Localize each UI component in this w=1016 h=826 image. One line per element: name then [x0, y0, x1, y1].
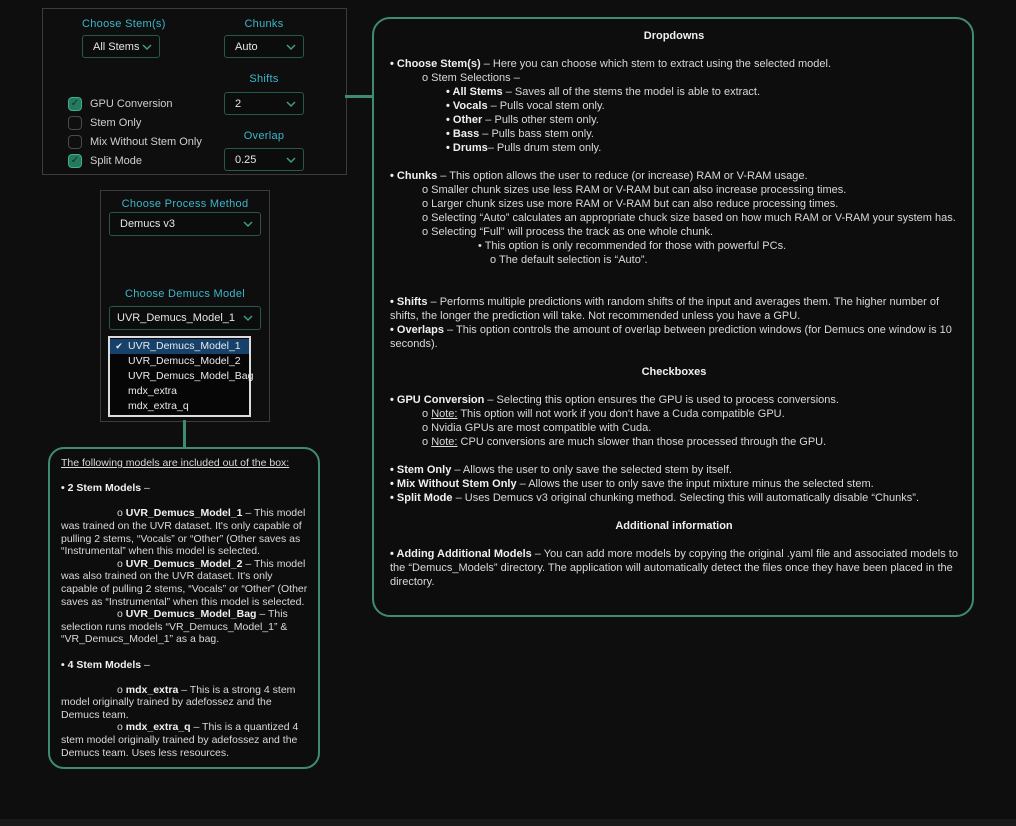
- text-line: • Stem Only – Allows the user to only save the selected stem by itself.: [390, 464, 732, 476]
- checkbox-label: Mix Without Stem Only: [90, 135, 202, 148]
- text-line: • Adding Additional Models – You can add more models by copying the original .yaml file and associated models to the “Demucs_Models” directory. The application will automatically detect the files once they have been placed in the directory.: [390, 548, 958, 588]
- text-line: o mdx_extra_q – This is a quantized 4 stem model originally trained by adefossez and the Demucs team. Uses less resources.: [61, 721, 299, 759]
- text-line: Dropdowns: [643, 30, 705, 42]
- menu-option[interactable]: [110, 354, 249, 369]
- text-line: o Stem Selections –: [422, 72, 520, 84]
- text-line: Checkboxes: [641, 366, 707, 378]
- checkbox-row-mix-without-stem-only[interactable]: [68, 132, 202, 151]
- text-line: o Nvidia GPUs are most compatible with Cuda.: [422, 422, 652, 434]
- text-line: • Drums– Pulls drum stem only.: [446, 142, 602, 154]
- choose-stems-dropdown[interactable]: [82, 35, 160, 58]
- window-bottom-edge: [0, 819, 1016, 826]
- text-line: o Selecting “Full” will process the track as one whole chunk.: [422, 226, 714, 238]
- stem-only-checkbox[interactable]: [68, 116, 82, 130]
- text-line: Additional information: [615, 520, 733, 532]
- text-line: o UVR_Demucs_Model_1 – This model was trained on the UVR dataset. It's only capable of pulling 2 stems, “Vocals” or “Other” (Other saves as “Instrumental” when this model is selected.: [61, 507, 306, 558]
- choose-stems-value: All Stems: [93, 40, 140, 53]
- text-line: [390, 267, 958, 281]
- text-line: [61, 495, 308, 508]
- text-line: o Smaller chunk sizes use less RAM or V-RAM but can also increase processing times.: [422, 184, 847, 196]
- models-note-text: [61, 457, 308, 759]
- process-method-dropdown[interactable]: [109, 212, 261, 236]
- text-line: • 2 Stem Models –: [61, 482, 150, 495]
- check-icon: ✔: [115, 341, 123, 351]
- text-line: o UVR_Demucs_Model_2 – This model was also trained on the UVR dataset. It's only capable of pulling 2 stems, “Vocals” or “Other” (Other saves as “Instrumental” when this model is selected.: [61, 557, 308, 608]
- text-line: • Shifts – Performs multiple predictions with random shifts of the input and averages them. The higher number of shifts, the longer the prediction will take. Not recommended unless you have a GPU.: [390, 296, 940, 322]
- text-line: [390, 281, 958, 295]
- text-line: [61, 671, 308, 684]
- shifts-value: 2: [235, 97, 242, 110]
- text-line: • Overlaps – This option controls the amount of overlap between prediction windows (for Demucs one window is 10 seconds).: [390, 324, 952, 350]
- help-panel: [372, 17, 974, 617]
- text-line: [390, 43, 958, 57]
- checkbox-label: Split Mode: [90, 154, 142, 167]
- menu-option-label: mdx_extra_q: [128, 400, 189, 412]
- menu-option[interactable]: [110, 384, 249, 399]
- models-note-panel: [48, 447, 320, 769]
- process-method-label: Choose Process Method: [121, 198, 249, 210]
- text-line: o UVR_Demucs_Model_Bag – This selection runs models “VR_Demucs_Model_1” & “VR_Demucs_Model_1” as a bag.: [61, 608, 288, 646]
- menu-option[interactable]: [110, 339, 249, 354]
- menu-option-label: UVR_Demucs_Model_Bag: [128, 370, 254, 382]
- text-line: [390, 449, 958, 463]
- text-line: [61, 470, 308, 483]
- chevron-down-icon: [286, 44, 296, 50]
- text-line: [390, 351, 958, 365]
- shifts-label: Shifts: [249, 73, 279, 85]
- choose-stems-label: Choose Stem(s): [82, 18, 166, 30]
- menu-option[interactable]: [110, 369, 254, 384]
- text-line: o Larger chunk sizes use more RAM or V-RAM but can also reduce processing times.: [422, 198, 839, 210]
- text-line: [390, 379, 958, 393]
- mix-without-stem-only-checkbox[interactable]: [68, 135, 82, 149]
- connector-model-to-note: [183, 420, 186, 447]
- text-line: o mdx_extra – This is a strong 4 stem model originally trained by adefossez and the Demucs team.: [61, 683, 296, 721]
- text-line: o Note: CPU conversions are much slower than those processed through the GPU.: [422, 436, 827, 448]
- chevron-down-icon: [286, 157, 296, 163]
- overlap-label: Overlap: [243, 130, 285, 142]
- menu-option-label: mdx_extra: [128, 385, 178, 397]
- text-line: • Vocals – Pulls vocal stem only.: [446, 100, 605, 112]
- text-line: • Split Mode – Uses Demucs v3 original chunking method. Selecting this will automatically disable “Chunks”.: [390, 492, 920, 504]
- process-method-panel: [100, 190, 270, 422]
- text-line: The following models are included out of the box:: [61, 457, 290, 469]
- menu-option-label: UVR_Demucs_Model_2: [128, 355, 241, 367]
- demucs-model-label: Choose Demucs Model: [124, 288, 246, 300]
- text-line: o The default selection is “Auto”.: [490, 254, 648, 266]
- text-line: • GPU Conversion – Selecting this option ensures the GPU is used to process conversions.: [390, 394, 839, 406]
- split-mode-checkbox[interactable]: ✓: [68, 154, 82, 168]
- text-line: • This option is only recommended for those with powerful PCs.: [478, 240, 787, 252]
- text-line: [61, 646, 308, 659]
- text-line: [390, 505, 958, 519]
- checkbox-label: Stem Only: [90, 116, 142, 129]
- text-line: • Chunks – This option allows the user to reduce (or increase) RAM or V-RAM usage.: [390, 170, 808, 182]
- chunks-dropdown[interactable]: [224, 35, 304, 58]
- text-line: • Choose Stem(s) – Here you can choose which stem to extract using the selected model.: [390, 58, 832, 70]
- shifts-dropdown[interactable]: [224, 92, 304, 115]
- process-method-value: Demucs v3: [120, 218, 176, 230]
- stem-settings-panel: [42, 8, 347, 175]
- text-line: • 4 Stem Models –: [61, 658, 150, 671]
- connector-settings-to-help: [345, 95, 373, 98]
- text-line: [390, 155, 958, 169]
- demucs-model-dropdown[interactable]: [109, 306, 261, 330]
- overlap-dropdown[interactable]: [224, 148, 304, 171]
- text-line: o Note: This option will not work if you don't have a Cuda compatible GPU.: [422, 408, 785, 420]
- menu-option-label: UVR_Demucs_Model_1: [128, 340, 241, 352]
- text-line: • Mix Without Stem Only – Allows the user to only save the input mixture minus the selected stem.: [390, 478, 874, 490]
- checkbox-row-stem-only[interactable]: [68, 113, 202, 132]
- text-line: o Selecting “Auto” calculates an appropriate chuck size based on how much RAM or V-RAM your system has.: [422, 212, 956, 224]
- checkbox-row-gpu-conversion[interactable]: [68, 94, 202, 113]
- chevron-down-icon: [243, 221, 253, 227]
- chunks-label: Chunks: [244, 18, 284, 30]
- text-line: • All Stems – Saves all of the stems the model is able to extract.: [446, 86, 761, 98]
- checkbox-label: GPU Conversion: [90, 97, 173, 110]
- checkbox-row-split-mode[interactable]: [68, 151, 202, 170]
- text-line: [390, 533, 958, 547]
- chevron-down-icon: [286, 101, 296, 107]
- chunks-value: Auto: [235, 40, 258, 53]
- help-text: [390, 29, 958, 589]
- text-line: • Other – Pulls other stem only.: [446, 114, 599, 126]
- gpu-conversion-checkbox[interactable]: ✓: [68, 97, 82, 111]
- text-line: • Bass – Pulls bass stem only.: [446, 128, 594, 140]
- menu-option[interactable]: [110, 399, 249, 414]
- chevron-down-icon: [142, 44, 152, 50]
- chevron-down-icon: [243, 315, 253, 321]
- checkbox-column: [68, 94, 202, 170]
- demucs-model-value: UVR_Demucs_Model_1: [117, 312, 235, 324]
- model-options-menu: [108, 336, 254, 417]
- overlap-value: 0.25: [235, 153, 257, 166]
